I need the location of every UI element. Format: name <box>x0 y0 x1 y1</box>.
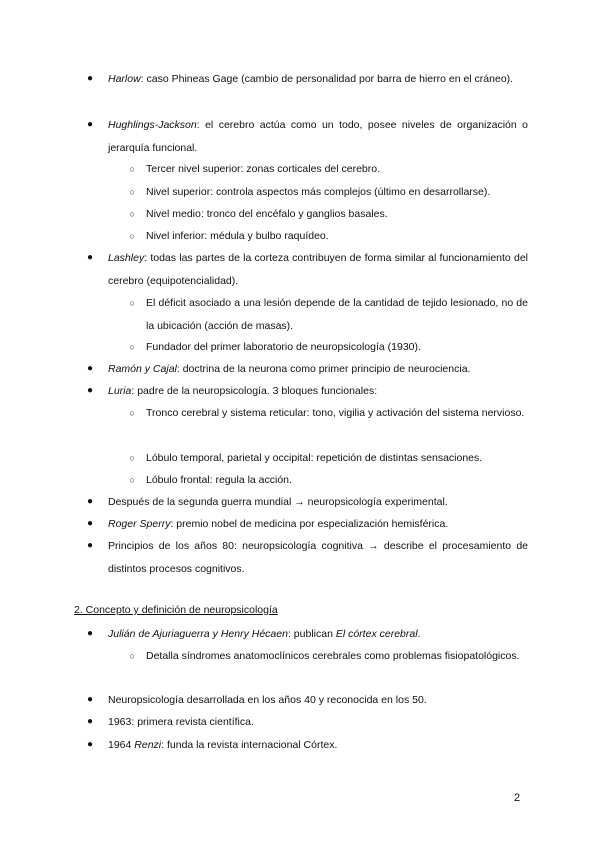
sub-bullet: ○ <box>129 298 135 308</box>
sub-bullet: ○ <box>129 342 135 352</box>
bullet: ● <box>86 252 94 263</box>
sub-item: Nivel medio: tronco del encéfalo y ganglios basales. <box>146 208 388 220</box>
sub-item: Tronco cerebral y sistema reticular: tono, vigilia y activación del sistema nervioso. <box>146 407 525 419</box>
list-item-lashley <box>108 247 528 292</box>
sub-item: El déficit asociado a una lesión depende de la cantidad de tejido lesionado, no de la ubicación (acción de masas). <box>146 297 528 332</box>
list-item-luria <box>108 380 528 403</box>
bullet: ● <box>86 628 94 639</box>
list-item-ramon-y-cajal <box>108 358 528 381</box>
sub-item: Detalla síndromes anatomoclínicos cerebrales como problemas fisiopatológicos. <box>146 650 520 662</box>
page-number: 2 <box>514 792 521 804</box>
sub-bullet: ○ <box>129 164 135 174</box>
sub-bullet: ○ <box>129 408 135 418</box>
item-text: : funda la revista internacional Córtex. <box>161 739 338 751</box>
author-name: Lashley <box>108 252 145 264</box>
list-item-ajuriaguerra <box>108 623 528 646</box>
bullet: ● <box>86 518 94 529</box>
sub-bullet: ○ <box>129 651 135 661</box>
sub-item: Lóbulo temporal, parietal y occipital: repetición de distintas sensaciones. <box>146 452 483 464</box>
bullet: ● <box>86 540 94 551</box>
item-text: : doctrina de la neurona como primer principio de neurociencia. <box>176 363 471 375</box>
sub-bullet: ○ <box>129 453 135 463</box>
item-text: : todas las partes de la corteza contribuyen de forma similar al funcionamiento del cerebro (equipotencialidad). <box>108 252 528 287</box>
author-name: Julián de Ajuriaguerra y Henry Hécaen <box>108 628 288 640</box>
sub-item: Fundador del primer laboratorio de neuropsicología (1930). <box>146 341 421 353</box>
list-item-hughlings-jackson <box>108 114 528 159</box>
item-year: 1964 <box>108 739 135 751</box>
author-name: Luria <box>108 385 132 397</box>
book-title: El córtex cerebral <box>335 628 418 640</box>
author-name: Harlow <box>108 73 141 85</box>
list-item-1964 <box>108 734 528 757</box>
list-item-roger-sperry <box>108 513 528 536</box>
bullet: ● <box>86 73 94 84</box>
sub-item: Tercer nivel superior: zonas corticales del cerebro. <box>146 163 381 175</box>
item-text-end: . <box>417 628 421 640</box>
sub-item: Nivel superior: controla aspectos más complejos (último en desarrollarse). <box>146 186 491 198</box>
item-text: : publican <box>287 628 336 640</box>
author-name: Ramón y Cajal <box>108 363 177 375</box>
bullet: ● <box>86 496 94 507</box>
bullet: ● <box>86 716 94 727</box>
sub-bullet: ○ <box>129 187 135 197</box>
list-item-1963: 1963: primera revista científica. <box>108 716 254 728</box>
list-item-postwar: Después de la segunda guerra mundial → neuropsicología experimental. <box>108 496 448 508</box>
sub-bullet: ○ <box>129 231 135 241</box>
bullet: ● <box>86 694 94 705</box>
sub-item: Nivel inferior: médula y bulbo raquídeo. <box>146 230 329 242</box>
author-name: Renzi <box>134 739 162 751</box>
sub-bullet: ○ <box>129 475 135 485</box>
list-item-harlow <box>108 68 528 91</box>
bullet: ● <box>86 119 94 130</box>
bullet: ● <box>86 739 94 750</box>
section-heading: 2. Concepto y definición de neuropsicología <box>74 604 278 616</box>
bullet: ● <box>86 363 94 374</box>
item-text: : premio nobel de medicina por especialización hemisférica. <box>170 518 449 530</box>
item-text: : padre de la neuropsicología. 3 bloques funcionales: <box>131 385 378 397</box>
list-item-cognitive: Principios de los años 80: neuropsicología cognitiva → describe el procesamiento de distintos procesos cognitivos. <box>108 540 528 575</box>
item-text: : caso Phineas Gage (cambio de personalidad por barra de hierro en el cráneo). <box>140 73 514 85</box>
sub-bullet: ○ <box>129 209 135 219</box>
sub-item: Lóbulo frontal: regula la acción. <box>146 474 292 486</box>
list-item-decades: Neuropsicología desarrollada en los años 40 y reconocida en los 50. <box>108 694 427 706</box>
author-name: Roger Sperry <box>108 518 171 530</box>
bullet: ● <box>86 385 94 396</box>
item-text: : el cerebro actúa como un todo, posee niveles de organización o jerarquía funcional. <box>108 119 528 154</box>
author-name: Hughlings-Jackson <box>108 119 197 131</box>
